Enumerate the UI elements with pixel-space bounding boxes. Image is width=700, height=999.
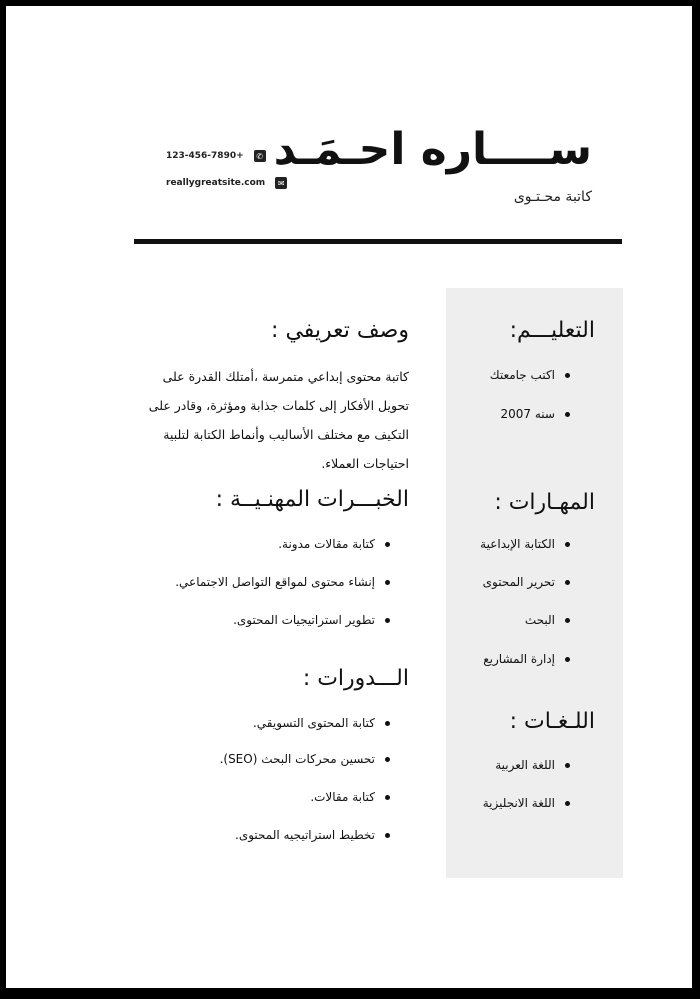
contact-website [166, 177, 287, 189]
profile-line: كاتبة محتوى إبداعي متمرسة ،أمتلك القدرة على [162, 369, 409, 384]
email-icon: ✉ [275, 177, 287, 189]
resume-page [6, 6, 692, 988]
courses-heading: الـــدورات : [302, 666, 409, 691]
profile-line: تحويل الأفكار إلى كلمات جذابة ومؤثرة، وقادر على [148, 398, 409, 413]
experience-item: إنشاء محتوى لمواقع التواصل الاجتماعي. [175, 575, 390, 589]
courses-item: تخطيط استراتيجيه المحتوى. [235, 828, 390, 842]
skills-heading: المهـارات : [494, 490, 595, 515]
profile-line: احتياجات العملاء. [321, 456, 409, 471]
courses-item: كتابة المحتوى التسويقي. [253, 716, 390, 730]
languages-heading: اللـغـات : [509, 709, 595, 734]
skills-item: إدارة المشاريع [483, 652, 570, 666]
courses-item: كتابة مقالات. [310, 790, 390, 804]
experience-item: تطوير استراتيجيات المحتوى. [233, 613, 390, 627]
phone-icon: ✆ [254, 150, 266, 162]
skills-item: البحث [525, 613, 570, 627]
languages-item: اللغة الانجليزية [483, 796, 570, 810]
person-name: ســــاره احـمَـد [273, 124, 592, 175]
education-item: سنه 2007 [501, 407, 570, 421]
profile-line: التكيف مع مختلف الأساليب وأنماط الكتابة لتلبية [163, 427, 409, 442]
skills-item: تحرير المحتوى [483, 575, 570, 589]
experience-item: كتابة مقالات مدونة. [278, 537, 390, 551]
experience-heading: الخبـــرات المهنـيــة : [215, 487, 409, 512]
profile-text [109, 362, 409, 478]
header-divider [134, 239, 622, 244]
contact-phone [166, 150, 266, 162]
education-item: اكتب جامعتك [490, 368, 570, 382]
job-title: كاتبة محـتـوى [513, 189, 592, 205]
courses-item: تحسين محركات البحث (SEO). [220, 752, 390, 766]
education-heading: التعليـــم: [509, 318, 595, 343]
languages-item: اللغة العربية [495, 758, 570, 772]
skills-item: الكتابة الإبداعية [480, 537, 570, 551]
website-link[interactable]: reallygreatsite.com [166, 178, 266, 188]
phone-number: 123-456-7890+ [166, 151, 244, 161]
profile-heading: وصف تعريفي : [271, 318, 409, 343]
